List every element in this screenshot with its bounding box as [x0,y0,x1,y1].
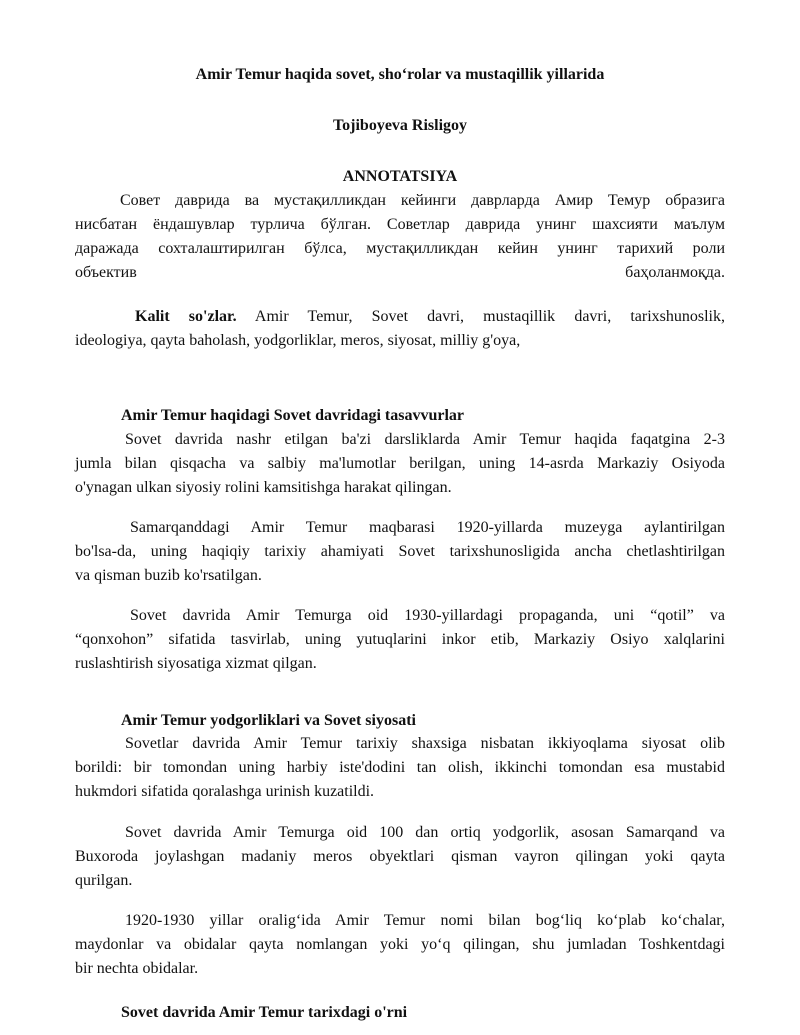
keywords-line [75,305,725,329]
section1-paragraph-2 [75,516,725,588]
annotation-last-left: объектив [75,264,137,281]
annotation-line: Совет даврида ва мустақилликдан кейинги даврларда Амир Темур образига [120,192,725,209]
text-line: Sovet davrida nashr etilgan ba'zi darsliklarda Amir Temur haqida faqatgina 2-3 [125,431,725,448]
keywords-paragraph [75,305,725,353]
text-line: o'ynagan ulkan siyosiy rolini kamsitishga harakat qilingan. [75,479,452,496]
keywords-label: Kalit so'zlar. [135,308,237,325]
annotation-heading: ANNOTATSIYA [342,168,458,185]
text-line: hukmdori sifatida qoralashga urinish kuzatildi. [75,783,375,800]
keywords-text: Amir Temur, Sovet davri, mustaqillik davri, tarixshunoslik, [254,308,725,325]
section1-paragraph-3 [75,604,725,676]
document-title: Amir Temur haqida sovet, sho‘rolar va mustaqillik yillarida [195,66,605,83]
text-line: Samarqanddagi Amir Temur maqbarasi 1920-yillarda muzeyga aylantirilgan [130,519,725,536]
section-heading-2: Amir Temur yodgorliklari va Sovet siyosati [121,712,416,729]
section2-paragraph-3 [75,909,725,981]
text-line: maydonlar va obidalar qayta nomlangan yoki yo‘q qilingan, shu jumladan Toshkentdagi [75,936,725,953]
text-line: 1920-1930 yillar oralig‘ida Amir Temur nomi bilan bog‘liq ko‘plab ko‘chalar, [125,912,725,929]
keywords-line: ideologiya, qayta baholash, yodgorliklar, meros, siyosat, milliy g'oya, [75,332,521,349]
annotation-line: даражада сохталаштирилган бўлса, мустақилликдан кейин унинг тарихий роли [75,240,725,257]
annotation-last-right: баҳоланмоқда. [625,264,725,281]
text-line: Buxoroda joylashgan madaniy meros obyektlari qisman vayron qilingan yoki qayta [75,848,725,865]
section2-paragraph-1 [75,732,725,804]
text-line: ruslashtirish siyosatiga xizmat qilgan. [75,655,317,672]
annotation-paragraph [75,189,725,285]
text-line: Sovetlar davrida Amir Temur tarixiy shaxsiga nisbatan ikkiyoqlama siyosat olib [125,735,725,752]
text-line: Sovet davrida Amir Temurga oid 100 dan ortiq yodgorlik, asosan Samarqand va [125,824,725,841]
text-line: va qisman buzib ko'rsatilgan. [75,567,262,584]
section1-paragraph-1 [75,428,725,500]
text-line: qurilgan. [75,872,133,889]
section-heading-1: Amir Temur haqidagi Sovet davridagi tasavvurlar [121,407,464,424]
annotation-line [75,261,725,285]
text-line: Sovet davrida Amir Temurga oid 1930-yillardagi propaganda, uni “qotil” va [130,607,725,624]
author-name: Tojiboyeva Risligoy [332,117,468,134]
text-line: bir nechta obidalar. [75,960,199,977]
section2-paragraph-2 [75,821,725,893]
annotation-line: нисбатан ёндашувлар турлича бўлган. Советлар даврида унинг шахсияти маълум [75,216,725,233]
text-line: “qonxohon” sifatida tasvirlab, uning yutuqlarini inkor etib, Markaziy Osiyo xalqlarini [75,631,725,648]
text-line: bo'lsa-da, uning haqiqiy tarixiy ahamiyati Sovet tarixshunosligida ancha chetlashtirilgan [75,543,725,560]
text-line: jumla bilan qisqacha va salbiy ma'lumotlar berilgan, uning 14-asrda Markaziy Osiyoda [75,455,725,472]
section-heading-3: Sovet davrida Amir Temur tarixdagi o'rni [121,1004,408,1021]
text-line: borildi: bir tomondan uning harbiy iste'dodini tan olish, ikkinchi tomondan esa mustabid [75,759,725,776]
